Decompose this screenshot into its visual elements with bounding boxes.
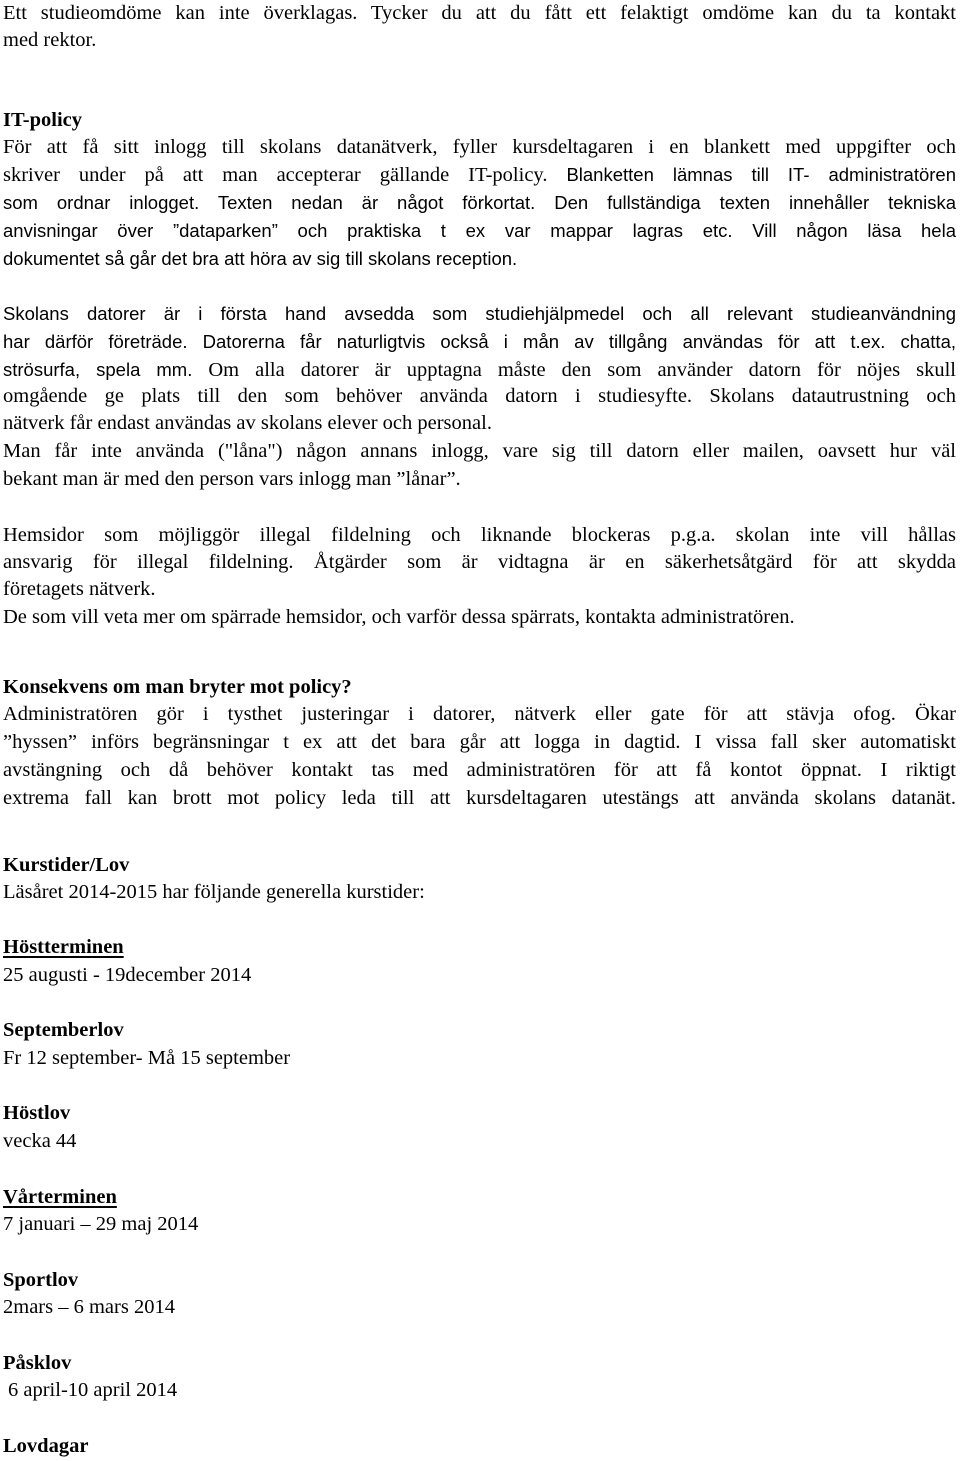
it-policy-p5: De som vill veta mer om spärrade hemsidor, och varför dessa spärrats, kontakta administratören.: [3, 606, 795, 628]
it-policy-p1-line-4: anvisningar över ”dataparken” och praktiska t ex var mappar lagras etc. Vill någon läsa hela: [3, 220, 956, 241]
sports-break-value: 2mars – 6 mars 2014: [3, 1296, 175, 1318]
autumn-term-label: Höstterminen: [3, 936, 124, 958]
it-policy-p2-line-2: har därför företräde. Datorerna får naturligtvis också i mån av tillgång användas för att t.ex. chatta,: [3, 331, 956, 352]
september-break-value: Fr 12 september- Må 15 september: [3, 1047, 291, 1069]
sports-break-label: Sportlov: [3, 1269, 79, 1291]
it-policy-p3-line-1: Man får inte använda ("låna") någon annans inlogg, vare sig till datorn eller mailen, oavsett hur väl: [3, 440, 956, 462]
easter-break-label: Påsklov: [3, 1352, 72, 1374]
schedule-intro: Läsåret 2014-2015 har följande generella kurstider:: [3, 881, 425, 903]
spring-term-label: Vårterminen: [3, 1186, 117, 1208]
it-policy-p2-line-5: nätverk får endast användas av skolans elever och personal.: [3, 412, 492, 434]
september-break-label: Septemberlov: [3, 1019, 124, 1041]
it-policy-p4-line-3: företagets nätverk.: [3, 578, 156, 600]
it-policy-p4-line-1: Hemsidor som möjliggör illegal fildelning och liknande blockeras p.g.a. skolan inte vill hållas: [3, 524, 956, 546]
intro-line-2: med rektor.: [3, 29, 97, 51]
it-policy-p3-line-2: bekant man är med den person vars inlogg man ”lånar”.: [3, 468, 461, 490]
spring-term-value: 7 januari – 29 maj 2014: [3, 1213, 199, 1235]
autumn-break-label: Höstlov: [3, 1102, 71, 1124]
it-policy-p2-line-3: [3, 356, 956, 383]
it-policy-p2-line-1: Skolans datorer är i första hand avsedda som studiehjälpmedel och all relevant studieanvändning: [3, 303, 956, 324]
autumn-break-value: vecka 44: [3, 1130, 77, 1152]
consequences-line-2: ”hyssen” införs begränsningar t ex att det bara går att logga in dagtid. I vissa fall sker automatiskt: [3, 731, 956, 753]
it-policy-p2-line-3a: strösurfa, spela mm.: [3, 359, 193, 380]
it-policy-p1-line-2b: Blanketten lämnas till IT- administratören: [566, 164, 956, 185]
consequences-line-1: Administratören gör i tysthet justeringar i datorer, nätverk eller gate för att stävja ofog. Ökar: [3, 703, 956, 725]
it-policy-p1-line-2: [3, 161, 956, 188]
consequences-line-3: avstängning och då behöver kontakt tas med administratören för att få kontot öppnat. I riktigt: [3, 759, 956, 781]
it-policy-p1-line-3: som ordnar inlogget. Texten nedan är något förkortat. Den fullständiga texten innehåller tekniska: [3, 192, 956, 213]
it-policy-p1-line-5: dokumentet så går det bra att höra av sig till skolans reception.: [3, 248, 518, 269]
holidays-label: Lovdagar: [3, 1435, 89, 1457]
it-policy-p4-line-2: ansvarig för illegal fildelning. Åtgärder som är vidtagna är en säkerhetsåtgärd för att skydda: [3, 551, 956, 573]
autumn-term-value: 25 augusti - 19december 2014: [3, 964, 252, 986]
it-policy-heading: IT-policy: [3, 109, 82, 131]
consequences-heading: Konsekvens om man bryter mot policy?: [3, 676, 352, 698]
it-policy-p1-line-2a: skriver under på att man accepterar gällande IT-policy.: [3, 164, 548, 186]
it-policy-p1-line-1: För att få sitt inlogg till skolans datanätverk, fyller kursdeltagaren i en blankett med uppgifter och: [3, 136, 956, 158]
intro-line-1: Ett studieomdöme kan inte överklagas. Tycker du att du fått ett felaktigt omdöme kan du ta kontakt: [3, 2, 956, 24]
it-policy-p2-line-3b: Om alla datorer är upptagna måste den som använder datorn för nöjes skull: [208, 359, 957, 381]
schedule-heading: Kurstider/Lov: [3, 854, 130, 876]
consequences-line-4: extrema fall kan brott mot policy leda till att kursdeltagaren utestängs att använda skolans datanät.: [3, 787, 956, 809]
easter-break-value: 6 april-10 april 2014: [8, 1379, 178, 1401]
it-policy-p2-line-4: omgående ge plats till den som behöver använda datorn i studiesyfte. Skolans datautrustning och: [3, 385, 956, 407]
